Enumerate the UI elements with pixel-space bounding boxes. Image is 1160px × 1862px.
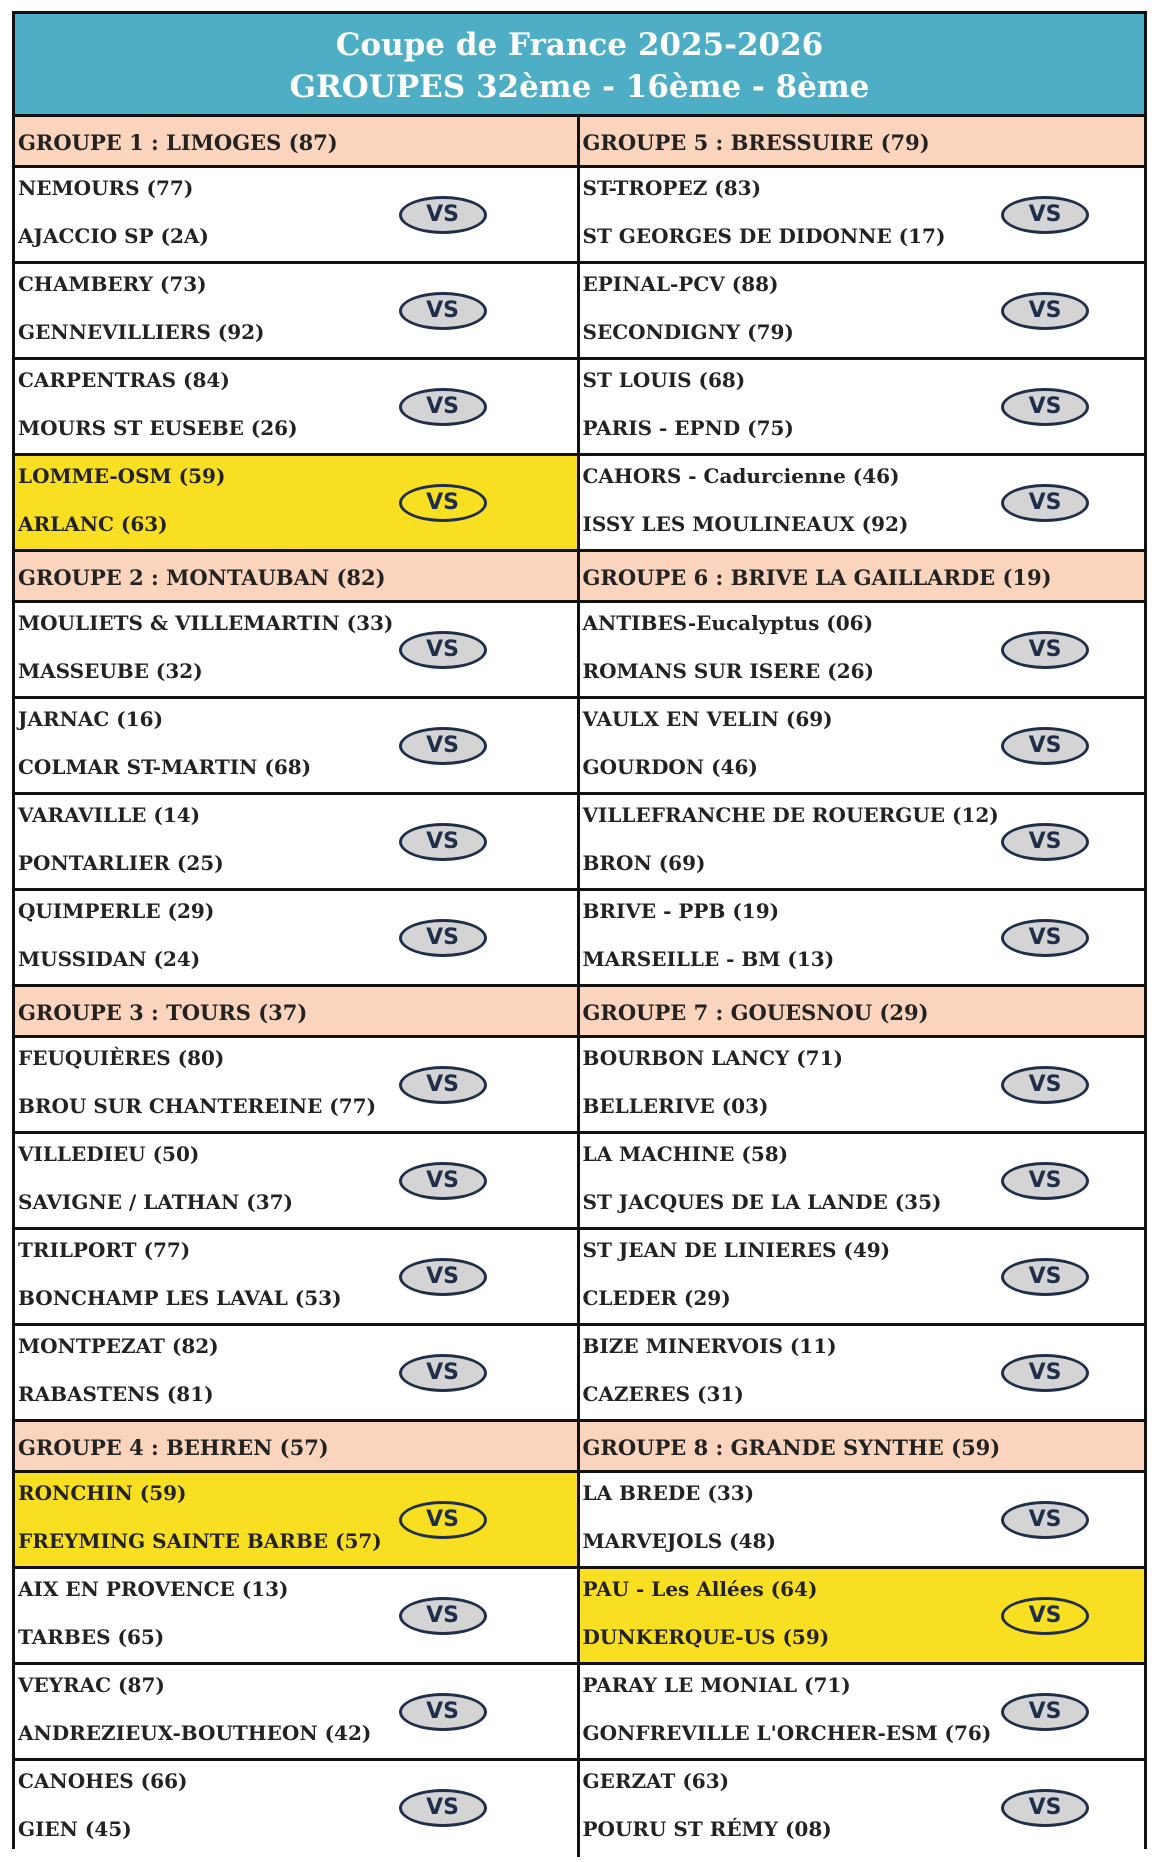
group-block [15, 552, 577, 987]
away-team: ARLANC (63) [18, 512, 168, 536]
match-row [580, 1569, 1145, 1665]
vs-badge: VS [399, 1258, 487, 1296]
home-team: FEUQUIÈRES (80) [18, 1046, 225, 1070]
home-team: BRIVE - PPB (19) [582, 899, 780, 923]
group-block [580, 552, 1145, 987]
vs-badge: VS [1001, 1258, 1089, 1296]
match-row [15, 1473, 577, 1569]
page-title: Coupe de France 2025-2026 [335, 27, 824, 63]
away-team: ST GEORGES DE DIDONNE (17) [582, 224, 946, 248]
match-row [580, 1038, 1145, 1134]
away-team: DUNKERQUE-US (59) [582, 1625, 830, 1649]
match-row [15, 603, 577, 699]
match-row [580, 264, 1145, 360]
group-block [15, 117, 577, 552]
vs-badge: VS [1001, 823, 1089, 861]
away-team: ST JACQUES DE LA LANDE (35) [582, 1190, 942, 1214]
match-row [580, 168, 1145, 264]
away-team: CAZERES (31) [582, 1382, 744, 1406]
home-team: BOURBON LANCY (71) [582, 1046, 843, 1070]
group-heading: GROUPE 5 : BRESSUIRE (79) [580, 117, 1145, 168]
group-heading: GROUPE 1 : LIMOGES (87) [15, 117, 577, 168]
match-row [15, 1326, 577, 1422]
home-team: VEYRAC (87) [18, 1673, 165, 1697]
vs-badge: VS [399, 1789, 487, 1827]
match-row [580, 1665, 1145, 1761]
away-team: BELLERIVE (03) [582, 1094, 769, 1118]
away-team: GENNEVILLIERS (92) [18, 320, 265, 344]
match-row [15, 1761, 577, 1857]
vs-badge: VS [1001, 1066, 1089, 1104]
match-row [580, 1134, 1145, 1230]
match-row [580, 603, 1145, 699]
home-team: MOULIETS & VILLEMARTIN (33) [18, 611, 394, 635]
group-heading: GROUPE 4 : BEHREN (57) [15, 1422, 577, 1473]
away-team: MARSEILLE - BM (13) [582, 947, 835, 971]
away-team: ISSY LES MOULINEAUX (92) [582, 512, 909, 536]
match-row [580, 360, 1145, 456]
vs-badge: VS [399, 1162, 487, 1200]
home-team: PARAY LE MONIAL (71) [582, 1673, 851, 1697]
home-team: PAU - Les Allées (64) [582, 1577, 818, 1601]
vs-badge: VS [399, 823, 487, 861]
match-row [15, 1569, 577, 1665]
away-team: GIEN (45) [18, 1817, 132, 1841]
home-team: VILLEFRANCHE DE ROUERGUE (12) [582, 803, 999, 827]
home-team: LOMME-OSM (59) [18, 464, 226, 488]
match-row [15, 456, 577, 552]
group-heading: GROUPE 8 : GRANDE SYNTHE (59) [580, 1422, 1145, 1473]
home-team: EPINAL-PCV (88) [582, 272, 779, 296]
home-team: RONCHIN (59) [18, 1481, 187, 1505]
vs-badge: VS [1001, 1501, 1089, 1539]
match-row [580, 1230, 1145, 1326]
home-team: NEMOURS (77) [18, 176, 194, 200]
home-team: BIZE MINERVOIS (11) [582, 1334, 837, 1358]
away-team: GONFREVILLE L'ORCHER-ESM (76) [582, 1721, 992, 1745]
match-row [15, 1038, 577, 1134]
vs-badge: VS [399, 196, 487, 234]
vs-badge: VS [399, 1354, 487, 1392]
match-row [580, 1761, 1145, 1857]
home-team: ST JEAN DE LINIERES (49) [582, 1238, 891, 1262]
match-row [15, 699, 577, 795]
match-row [15, 1665, 577, 1761]
group-block [15, 987, 577, 1422]
vs-badge: VS [399, 727, 487, 765]
match-row [580, 1473, 1145, 1569]
vs-badge: VS [399, 1501, 487, 1539]
home-team: LA MACHINE (58) [582, 1142, 789, 1166]
away-team: ANDREZIEUX-BOUTHEON (42) [18, 1721, 372, 1745]
away-team: MASSEUBE (32) [18, 659, 203, 683]
vs-badge: VS [399, 631, 487, 669]
away-team: ROMANS SUR ISERE (26) [582, 659, 874, 683]
vs-badge: VS [399, 484, 487, 522]
away-team: FREYMING SAINTE BARBE (57) [18, 1529, 382, 1553]
match-row [15, 168, 577, 264]
away-team: BRON (69) [582, 851, 706, 875]
home-team: AIX EN PROVENCE (13) [18, 1577, 289, 1601]
away-team: MOURS ST EUSEBE (26) [18, 416, 298, 440]
home-team: VILLEDIEU (50) [18, 1142, 200, 1166]
vs-badge: VS [1001, 388, 1089, 426]
away-team: SECONDIGNY (79) [582, 320, 794, 344]
away-team: CLEDER (29) [582, 1286, 731, 1310]
home-team: VARAVILLE (14) [18, 803, 201, 827]
vs-badge: VS [1001, 292, 1089, 330]
vs-badge: VS [1001, 1162, 1089, 1200]
vs-badge: VS [399, 388, 487, 426]
away-team: RABASTENS (81) [18, 1382, 214, 1406]
home-team: CANOHES (66) [18, 1769, 188, 1793]
vs-badge: VS [1001, 1354, 1089, 1392]
group-heading: GROUPE 2 : MONTAUBAN (82) [15, 552, 577, 603]
vs-badge: VS [1001, 727, 1089, 765]
group-block [580, 1422, 1145, 1857]
match-row [580, 699, 1145, 795]
vs-badge: VS [1001, 1597, 1089, 1635]
away-team: SAVIGNE / LATHAN (37) [18, 1190, 293, 1214]
home-team: ST LOUIS (68) [582, 368, 746, 392]
match-row [15, 264, 577, 360]
match-row [15, 360, 577, 456]
vs-badge: VS [399, 919, 487, 957]
home-team: ANTIBES-Eucalyptus (06) [582, 611, 874, 635]
home-team: GERZAT (63) [582, 1769, 730, 1793]
vs-badge: VS [399, 292, 487, 330]
group-heading: GROUPE 3 : TOURS (37) [15, 987, 577, 1038]
group-block [15, 1422, 577, 1857]
page-subtitle: GROUPES 32ème - 16ème - 8ème [289, 69, 870, 105]
home-team: QUIMPERLE (29) [18, 899, 215, 923]
home-team: ST-TROPEZ (83) [582, 176, 762, 200]
away-team: BONCHAMP LES LAVAL (53) [18, 1286, 342, 1310]
group-block [580, 987, 1145, 1422]
away-team: PARIS - EPND (75) [582, 416, 794, 440]
away-team: BROU SUR CHANTEREINE (77) [18, 1094, 377, 1118]
home-team: VAULX EN VELIN (69) [582, 707, 833, 731]
groups-grid [15, 117, 1144, 1857]
vs-badge: VS [399, 1597, 487, 1635]
away-team: TARBES (65) [18, 1625, 165, 1649]
home-team: TRILPORT (77) [18, 1238, 191, 1262]
group-heading: GROUPE 6 : BRIVE LA GAILLARDE (19) [580, 552, 1145, 603]
match-row [580, 456, 1145, 552]
draw-sheet [12, 11, 1147, 1849]
match-row [15, 795, 577, 891]
match-row [580, 891, 1145, 987]
home-team: LA BREDE (33) [582, 1481, 755, 1505]
away-team: PONTARLIER (25) [18, 851, 224, 875]
match-row [15, 1230, 577, 1326]
away-team: MUSSIDAN (24) [18, 947, 201, 971]
home-team: CAHORS - Cadurcienne (46) [582, 464, 900, 488]
match-row [15, 1134, 577, 1230]
away-team: COLMAR ST-MARTIN (68) [18, 755, 312, 779]
home-team: CARPENTRAS (84) [18, 368, 230, 392]
vs-badge: VS [1001, 1693, 1089, 1731]
groups-column-left [15, 117, 580, 1857]
vs-badge: VS [1001, 484, 1089, 522]
away-team: MARVEJOLS (48) [582, 1529, 776, 1553]
match-row [15, 891, 577, 987]
group-block [580, 117, 1145, 552]
match-row [580, 795, 1145, 891]
vs-badge: VS [1001, 631, 1089, 669]
vs-badge: VS [399, 1693, 487, 1731]
vs-badge: VS [399, 1066, 487, 1104]
match-row [580, 1326, 1145, 1422]
home-team: MONTPEZAT (82) [18, 1334, 219, 1358]
home-team: JARNAC (16) [18, 707, 164, 731]
away-team: AJACCIO SP (2A) [18, 224, 209, 248]
groups-column-right [580, 117, 1145, 1857]
group-heading: GROUPE 7 : GOUESNOU (29) [580, 987, 1145, 1038]
vs-badge: VS [1001, 196, 1089, 234]
page-header [15, 14, 1144, 117]
vs-badge: VS [1001, 1789, 1089, 1827]
vs-badge: VS [1001, 919, 1089, 957]
away-team: POURU ST RÉMY (08) [582, 1817, 832, 1841]
home-team: CHAMBERY (73) [18, 272, 207, 296]
away-team: GOURDON (46) [582, 755, 758, 779]
